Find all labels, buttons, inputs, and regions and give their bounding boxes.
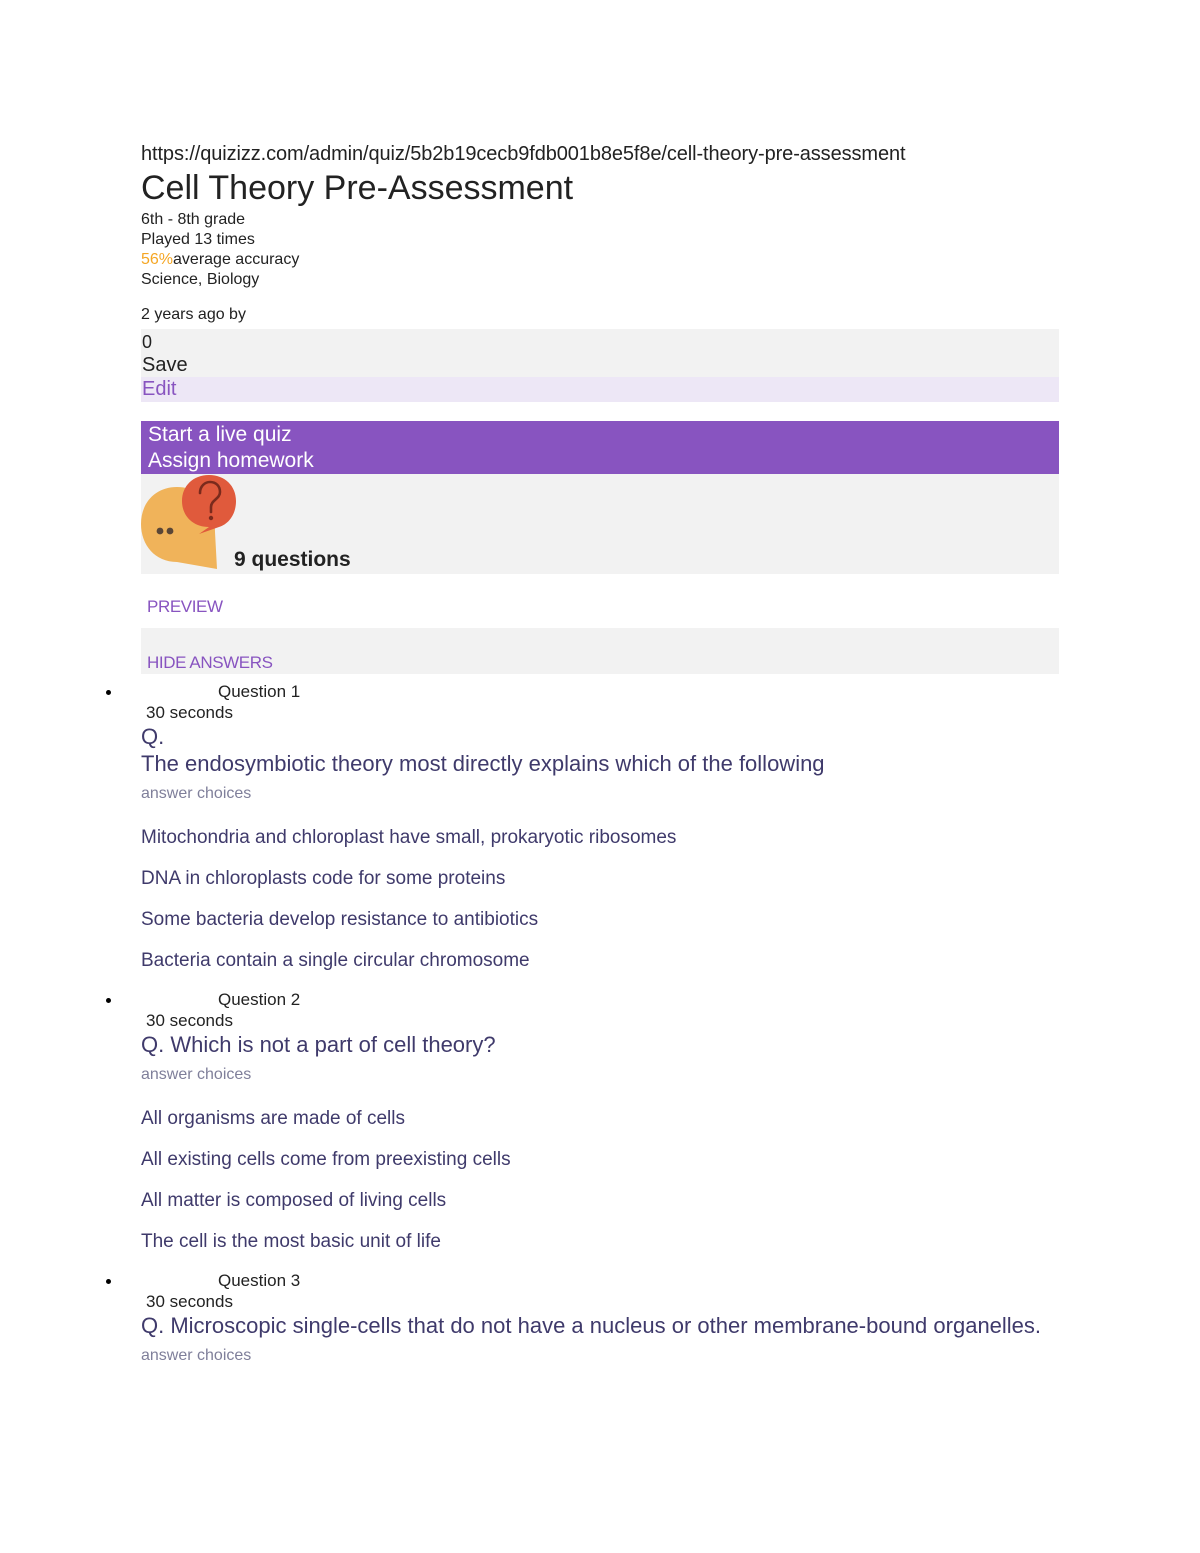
accuracy-stat (141, 250, 1059, 270)
question-number: Question 2 (218, 990, 301, 1009)
question-count-panel (141, 474, 1059, 574)
played-count: Played 13 times (141, 231, 255, 248)
answer-choice: DNA in chloroplasts code for some proteins (141, 868, 506, 889)
grade-level: 6th - 8th grade (141, 211, 246, 228)
question-time: 30 seconds (146, 1011, 233, 1030)
subjects: Science, Biology (141, 271, 260, 288)
answer-choice: All organisms are made of cells (141, 1108, 405, 1129)
assign-homework-button[interactable]: Assign homework (148, 449, 314, 472)
question-number: Question 1 (218, 682, 301, 701)
save-count: 0 (142, 332, 153, 352)
question-text: Q. Microscopic single-cells that do not have a nucleus or other membrane-bound organelles. (141, 1313, 1042, 1338)
answer-choice: All matter is composed of living cells (141, 1190, 447, 1211)
answers-toggle-bar (141, 628, 1059, 674)
answer-choice: Some bacteria develop resistance to antibiotics (141, 909, 539, 930)
question-number: Question 3 (218, 1271, 301, 1290)
answer-choice: The cell is the most basic unit of life (141, 1231, 441, 1252)
bullet-icon (106, 998, 111, 1003)
question-prefix: Q. (141, 724, 165, 749)
answer-choice: Bacteria contain a single circular chromosome (141, 950, 530, 971)
page-url[interactable]: https://quizizz.com/admin/quiz/5b2b19cecb9fdb001b8e5f8e/cell-theory-pre-assessment (141, 143, 906, 165)
answer-choice-list (141, 1107, 1059, 1254)
answer-choices-label: answer choices (141, 785, 252, 802)
answer-choice: All existing cells come from preexisting cells (141, 1149, 511, 1170)
answer-choices-label: answer choices (141, 1347, 252, 1364)
quiz-actions (141, 329, 1059, 402)
start-live-quiz-button[interactable]: Start a live quiz (148, 423, 292, 446)
quiz-title: Cell Theory Pre-Assessment (141, 169, 574, 207)
hide-answers-link[interactable]: HIDE ANSWERS (147, 653, 273, 672)
question-count: 9 questions (234, 548, 351, 571)
question-item (141, 681, 1059, 973)
author-line: 2 years ago by (141, 306, 246, 323)
primary-actions (141, 421, 1059, 474)
question-text: Q. Which is not a part of cell theory? (141, 1032, 496, 1057)
answer-choices-label: answer choices (141, 1066, 252, 1083)
quiz-page (141, 141, 1059, 1366)
answer-choice-list (141, 826, 1059, 973)
edit-button[interactable]: Edit (141, 377, 1059, 402)
question-bubble-icon (141, 474, 237, 570)
bullet-icon (106, 690, 111, 695)
question-text: The endosymbiotic theory most directly explains which of the following (141, 751, 825, 776)
save-button[interactable]: Save (142, 354, 188, 376)
answer-choice: Mitochondria and chloroplast have small, prokaryotic ribosomes (141, 827, 677, 848)
question-item (141, 989, 1059, 1254)
accuracy-percent: 56% (141, 251, 174, 268)
accuracy-label: average accuracy (173, 251, 300, 268)
question-time: 30 seconds (146, 1292, 233, 1311)
question-item (141, 1270, 1059, 1366)
question-time: 30 seconds (146, 703, 233, 722)
preview-link[interactable]: PREVIEW (147, 597, 223, 616)
bullet-icon (106, 1279, 111, 1284)
